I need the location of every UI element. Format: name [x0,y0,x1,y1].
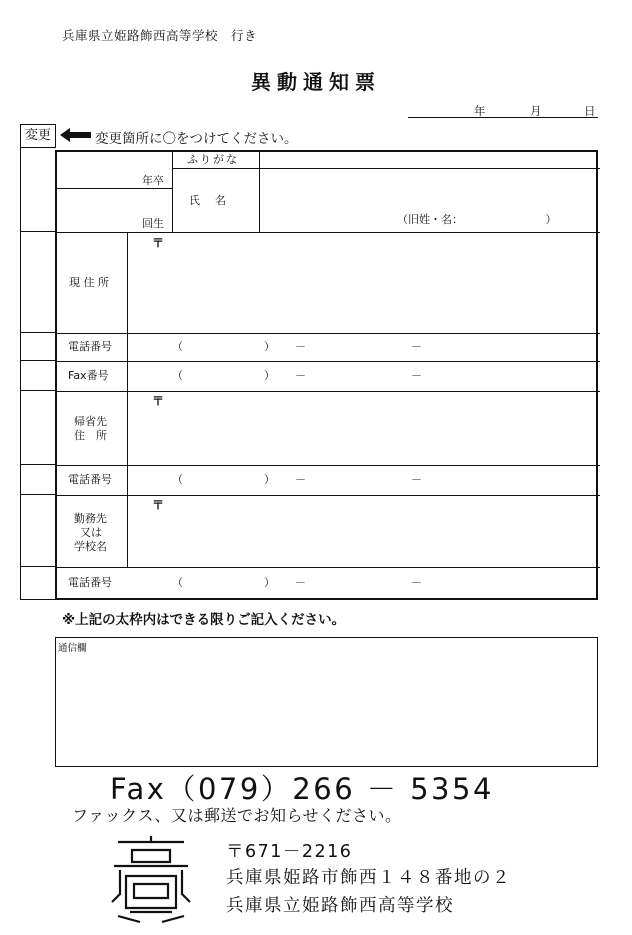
change-check-column [20,148,56,600]
furigana-label: ふりがな [187,153,239,166]
main-form-box [55,150,598,600]
school-address: 兵庫県姫路市飾西１４８番地の２ [226,868,511,888]
date-line [408,103,598,118]
date-year-label: 年 [474,104,486,118]
date-month-label: 月 [530,104,542,118]
phone-home-close-paren: ） [264,473,275,486]
phone-dash-2: － [411,340,422,353]
divider [21,332,57,333]
phone-dash-1: － [295,340,306,353]
school-postal-code: 〒671－2216 [226,842,353,862]
postal-mark-work: 〒 [152,498,165,512]
name-label: 氏 名 [189,194,228,207]
fax-dash-2: － [411,369,422,382]
divider [21,464,57,465]
phone-label-current: 電話番号 [68,340,112,353]
current-address-label: 現 住 所 [69,276,109,289]
phone-work-dash-1: － [295,576,306,589]
fax-open-paren: （ [172,369,183,382]
fax-close-paren: ） [264,369,275,382]
left-arrow-icon [60,128,92,142]
workplace-label-1: 勤務先 [74,512,107,525]
divider [21,360,57,361]
change-instruction: 変更箇所に〇をつけてください。 [95,131,298,147]
phone-close-paren: ） [264,340,275,353]
postal-mark-current: 〒 [152,236,165,250]
fax-number: Fax（079）266 － 5354 [110,772,494,806]
workplace-label-3: 学校名 [74,540,107,553]
fax-label: Fax番号 [68,369,109,382]
home-address-label-2: 住 所 [74,429,107,442]
phone-home-dash-2: － [411,473,422,486]
phone-label-home: 電話番号 [68,473,112,486]
phone-label-work: 電話番号 [68,576,112,589]
comment-label: 通信欄 [58,643,87,654]
former-name-label: （旧姓・名： ） [397,213,557,226]
divider [21,494,57,495]
form-title: 異動通知票 [251,70,381,94]
phone-work-dash-2: － [411,576,422,589]
school-emblem-icon [110,836,192,924]
change-column-header: 変更 [20,124,56,148]
phone-open-paren: （ [172,340,183,353]
fax-dash-1: － [295,369,306,382]
phone-work-open-paren: （ [172,576,183,589]
school-name: 兵庫県立姫路飾西高等学校 [226,896,454,916]
divider [21,231,57,232]
divider [21,566,57,567]
workplace-label-2: 又は [80,526,102,539]
phone-work-close-paren: ） [264,576,275,589]
fax-instruction: ファックス、又は郵送でお知らせください。 [72,806,402,825]
divider [21,390,57,391]
comment-box [55,637,598,767]
form-footnote: ※上記の太枠内はできる限りご記入ください。 [62,612,346,628]
home-address-label-1: 帰省先 [74,415,107,428]
divider [21,599,57,600]
graduation-year-label: 年卒 [142,174,164,187]
addressee-line: 兵庫県立姫路飾西高等学校 行き [62,28,258,43]
class-number-label: 回生 [142,217,164,230]
date-day-label: 日 [584,104,596,118]
phone-home-open-paren: （ [172,473,183,486]
postal-mark-home: 〒 [152,394,165,408]
phone-home-dash-1: － [295,473,306,486]
